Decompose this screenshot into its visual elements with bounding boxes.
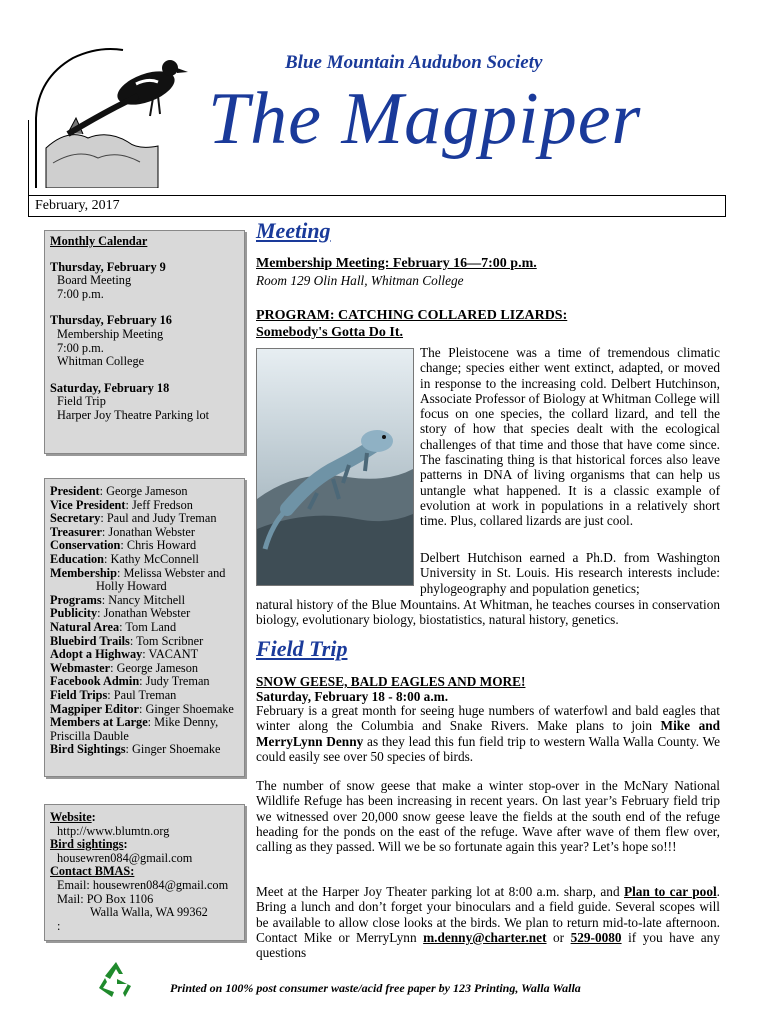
officer-role: Bird Sightings <box>50 742 126 757</box>
program-paragraph-2a: Delbert Hutchison earned a Ph.D. from Washington University in St. Louis. His research interests include: phylogeography and population genetics; <box>420 550 720 596</box>
officer-row: Publicity: Jonathan Webster <box>50 606 191 621</box>
officer-role: Facebook Admin <box>50 674 140 689</box>
officer-name: Mike Denny, <box>154 715 219 730</box>
officer-name: Melissa Webster and <box>123 565 226 580</box>
officer-role: Publicity <box>50 606 98 621</box>
officer-name: Paul and Judy Treman <box>106 511 217 526</box>
officer-row: Field Trips: Paul Treman <box>50 687 177 702</box>
officer-name: Paul Treman <box>113 687 177 702</box>
officer-role: Members at Large <box>50 715 148 730</box>
website-label: Website <box>50 810 92 824</box>
calendar-event <box>50 261 239 302</box>
officer-name: Jonathan Webster <box>103 606 191 621</box>
officer-role: Programs <box>50 592 102 607</box>
event-date: Saturday, February 18 <box>50 380 170 395</box>
officer-name: Tom Scribner <box>136 633 204 648</box>
field-trip-heading: Field Trip <box>256 636 348 661</box>
contact-bmas-label: Contact BMAS: <box>50 864 135 879</box>
officer-row: Programs: Nancy Mitchell <box>50 592 186 607</box>
contact-email-link[interactable]: m.denny@charter.net <box>423 929 547 945</box>
issue-date: February, 2017 <box>35 198 120 213</box>
officer-role: Natural Area <box>50 619 120 634</box>
officer-role: Membership <box>50 565 117 580</box>
officer-role: Adopt a Highway <box>50 647 143 662</box>
officer-name: Holly Howard <box>96 579 167 594</box>
officer-name: George Jameson <box>116 660 198 675</box>
officer-row: Facebook Admin: Judy Treman <box>50 674 210 689</box>
event-line: Field Trip <box>57 394 106 409</box>
meeting-subhead: Membership Meeting: February 16—7:00 p.m. <box>256 256 537 271</box>
officer-name: Jeff Fredson <box>131 497 193 512</box>
officer-name: Judy Treman <box>145 674 210 689</box>
officer-row: Adopt a Highway: VACANT <box>50 647 199 662</box>
field-trip-subhead: SNOW GEESE, BALD EAGLES AND MORE! <box>256 674 526 689</box>
contact-trailing: : <box>57 918 61 933</box>
program-title: PROGRAM: CATCHING COLLARED LIZARDS: <box>256 308 568 323</box>
officer-row: Secretary: Paul and Judy Treman <box>50 511 217 526</box>
event-line: Harper Joy Theatre Parking lot <box>57 407 210 422</box>
meeting-location: Room 129 Olin Hall, Whitman College <box>256 273 464 288</box>
officer-name: George Jameson <box>106 484 188 498</box>
society-name: Blue Mountain Audubon Society <box>285 52 543 73</box>
officer-name: Kathy McConnell <box>110 551 199 566</box>
officer-role: Conservation <box>50 538 121 553</box>
officer-role: Magpiper Editor <box>50 701 139 716</box>
officer-row: Membership: Melissa Webster and <box>50 565 226 580</box>
officer-name: Ginger Shoemake <box>132 742 221 757</box>
event-line: Whitman College <box>57 354 145 369</box>
sightings-email[interactable]: housewren084@gmail.com <box>57 850 193 865</box>
event-date: Thursday, February 9 <box>50 259 166 274</box>
collared-lizard-photo <box>256 348 414 586</box>
officer-row: Education: Kathy McConnell <box>50 551 199 566</box>
event-line: 7:00 p.m. <box>57 286 104 301</box>
event-date: Thursday, February 16 <box>50 313 172 328</box>
officer-row: Vice President: Jeff Fredson <box>50 497 193 512</box>
contact-mail-line: Mail: PO Box 1106 <box>57 891 154 906</box>
officer-row: Webmaster: George Jameson <box>50 660 198 675</box>
officer-role: Vice President <box>50 497 126 512</box>
calendar-event <box>50 314 239 368</box>
program-paragraph-1: The Pleistocene was a time of tremendous climatic change; species either went extinct, adapted, or moved in response to the increasing cold. Delbert Hutchinson, Associate Professor of Biology at Whitman College will focus on one species, the collard lizard, and tell the story of how that species dealt with the ecological challenges of that time and those that have come since. The fascinating thing is that historical forces also leave patterns in DNA of living organisms that can help us untangle what happened. It is a classic example of evolution at work in populations in a relatively short time. Plus, collared lizards are just cool. <box>420 345 720 529</box>
field-trip-date: Saturday, February 18 - 8:00 a.m. <box>256 689 449 704</box>
officer-role: Field Trips <box>50 687 108 702</box>
officer-row: Bird Sightings: Ginger Shoemake <box>50 742 221 757</box>
officer-name: Nancy Mitchell <box>108 592 186 607</box>
program-paragraph-2b: natural history of the Blue Mountains. At Whitman, he teaches courses in conservation biology, evolutionary biology, biostatistics, natural history, genetics. <box>256 597 720 628</box>
officer-row <box>50 580 239 594</box>
officer-row: Magpiper Editor: Ginger Shoemake <box>50 701 234 716</box>
officer-name: VACANT <box>148 647 199 662</box>
calendar-event <box>50 382 239 423</box>
issue-date-bar <box>28 195 726 217</box>
officer-row: President: George Jameson <box>50 484 188 498</box>
recycle-icon <box>95 960 137 1000</box>
contact-box: Website: http://www.blumtn.org Bird sightings: housewren084@gmail.com Contact BMAS: Email: housewren084@gmail.com Mail: PO Box 1106 Walla Walla, WA 99362 : <box>44 804 245 941</box>
officer-name: Ginger Shoemake <box>145 701 234 716</box>
officer-name: Tom Land <box>125 619 177 634</box>
officer-row <box>50 730 239 744</box>
event-line: Board Meeting <box>57 273 132 288</box>
field-trip-paragraph-2: The number of snow geese that make a winter stop-over in the McNary National Wildlife Refuge has been increasing in recent years. On last year’s February field trip we witnessed over 20,000 snow geese leave the fields at the south end of the refuge heading for the ponds on the east of the refuge. Wave after wave of them flew over, calling as they passed. Will we be so fortunate again this year? Let’s hope so!!! <box>256 778 720 855</box>
contact-city-line: Walla Walla, WA 99362 <box>90 905 208 920</box>
website-link[interactable]: http://www.blumtn.org <box>57 823 170 838</box>
magpie-logo-icon <box>28 38 193 188</box>
field-trip-paragraph-1: February is a great month for seeing huge numbers of waterfowl and bald eagles that winter along the Columbia and Snake Rivers. Make plans to join Mike and MerryLynn Denny as they lead this fun field trip to western Walla Walla County. We could easily see over 50 species of birds. <box>256 703 721 764</box>
header-rule <box>28 120 29 196</box>
officer-role: Bluebird Trails <box>50 633 130 648</box>
officer-name: Jonathan Webster <box>108 524 195 539</box>
program-subtitle: Somebody's Gotta Do It. <box>256 325 404 340</box>
event-line: Membership Meeting <box>57 326 164 341</box>
officer-role: Education <box>50 551 104 566</box>
officer-row: Treasurer: Jonathan Webster <box>50 524 195 539</box>
officer-row: Conservation: Chris Howard <box>50 538 197 553</box>
leader-names: Mike and MerryLynn Denny <box>256 718 721 749</box>
officer-role: Secretary <box>50 511 101 526</box>
monthly-calendar-box <box>44 230 245 454</box>
carpool-note: Plan to car pool <box>623 884 717 899</box>
officer-role: President <box>50 484 100 498</box>
newsletter-title: The Magpiper <box>208 78 642 160</box>
calendar-heading: Monthly Calendar <box>50 234 148 248</box>
officers-box <box>44 478 245 777</box>
officer-row: Members at Large: Mike Denny, <box>50 715 219 730</box>
footer-note: Printed on 100% post consumer waste/acid free paper by 123 Printing, Walla Walla <box>170 981 581 995</box>
officer-row: Natural Area: Tom Land <box>50 619 177 634</box>
officer-role: Webmaster <box>50 660 111 675</box>
contact-phone: 529-0080 <box>570 929 622 945</box>
sightings-label: Bird sightings <box>50 837 124 852</box>
officer-name: Chris Howard <box>126 538 197 553</box>
contact-email-line: Email: housewren084@gmail.com <box>57 877 229 892</box>
meeting-heading: Meeting <box>256 218 331 243</box>
field-trip-paragraph-3: Meet at the Harper Joy Theater parking lot at 8:00 a.m. sharp, and Plan to car pool. Bring a lunch and don’t forget your binoculars and a field guide. Several scopes will be available to allow close looks at the birds. We plan to return mid-to-late afternoon. Contact Mike or MerryLynn m.denny@charter.net or 529-0080 if you have any questions <box>256 884 720 961</box>
officer-row: Bluebird Trails: Tom Scribner <box>50 633 204 648</box>
event-line: 7:00 p.m. <box>57 340 104 355</box>
officer-role: Treasurer <box>50 524 102 539</box>
officer-name: Priscilla Dauble <box>50 728 129 743</box>
